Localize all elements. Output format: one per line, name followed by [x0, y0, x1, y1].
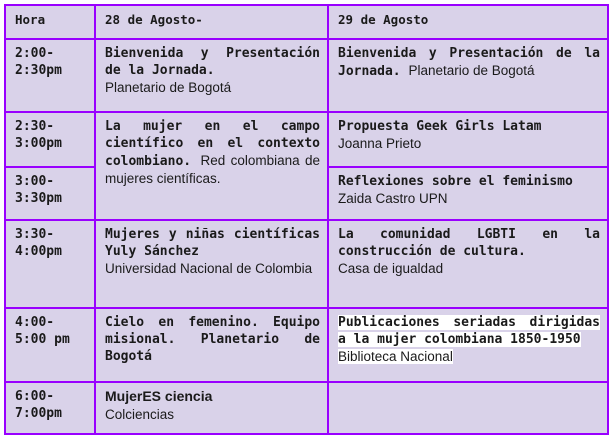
time-cell: 2:30- 3:00pm — [5, 112, 95, 167]
session-title: Propuesta Geek Girls Latam — [338, 119, 542, 134]
table-row — [5, 220, 608, 308]
session-host: Joanna Prieto — [338, 136, 422, 151]
session-title: Reflexiones sobre el feminismo — [338, 174, 573, 189]
schedule-table — [4, 4, 609, 435]
time-cell: 3:00- 3:30pm — [5, 167, 95, 220]
session-host: Zaida Castro UPN — [338, 191, 448, 206]
session-cell — [328, 112, 608, 167]
table-row — [5, 39, 608, 112]
session-title: La comunidad LGBTI en la construcción de cultura. — [338, 227, 600, 259]
session-title: MujerES ciencia — [105, 388, 213, 404]
session-host: Red colombiana de mujeres científicas. — [105, 153, 321, 186]
table-row — [5, 382, 608, 434]
header-day-28: 28 de Agosto- — [95, 5, 328, 39]
empty-cell — [328, 382, 608, 434]
time-cell: 2:00- 2:30pm — [5, 39, 95, 112]
session-title: Bienvenida y Presentación de la Jornada. — [338, 46, 600, 79]
time-cell: 4:00- 5:00 pm — [5, 308, 95, 382]
session-host: Universidad Nacional de Colombia — [105, 261, 313, 276]
header-row — [5, 5, 608, 39]
session-title: Mujeres y niñas científicas Yuly Sánchez — [105, 227, 320, 259]
time-cell: 3:30- 4:00pm — [5, 220, 95, 308]
session-cell — [328, 167, 608, 220]
session-cell — [95, 308, 328, 382]
session-cell — [95, 39, 328, 112]
session-cell — [95, 382, 328, 434]
session-cell — [328, 39, 608, 112]
session-cell — [95, 112, 328, 220]
time-cell: 6:00- 7:00pm — [5, 382, 95, 434]
session-host: Planetario de Bogotá — [105, 80, 232, 95]
session-host: Colciencias — [105, 407, 175, 422]
session-host: Biblioteca Nacional — [338, 349, 453, 364]
session-title: La mujer en el campo científico en el contexto colombiano. — [105, 119, 320, 169]
table-row — [5, 308, 608, 382]
session-host: Planetario de Bogotá — [408, 63, 535, 78]
session-title: Cielo en femenino. Equipo misional. Planetario de Bogotá — [105, 315, 320, 364]
table-row — [5, 112, 608, 167]
header-hour: Hora — [5, 5, 95, 39]
session-cell — [95, 220, 328, 308]
header-day-29: 29 de Agosto — [328, 5, 608, 39]
session-cell — [328, 220, 608, 308]
session-cell — [328, 308, 608, 382]
session-title: Publicaciones seriadas dirigidas a la mujer colombiana 1850-1950 — [338, 315, 600, 347]
session-title: Bienvenida y Presentación de la Jornada. — [105, 46, 320, 78]
session-host: Casa de igualdad — [338, 261, 444, 276]
